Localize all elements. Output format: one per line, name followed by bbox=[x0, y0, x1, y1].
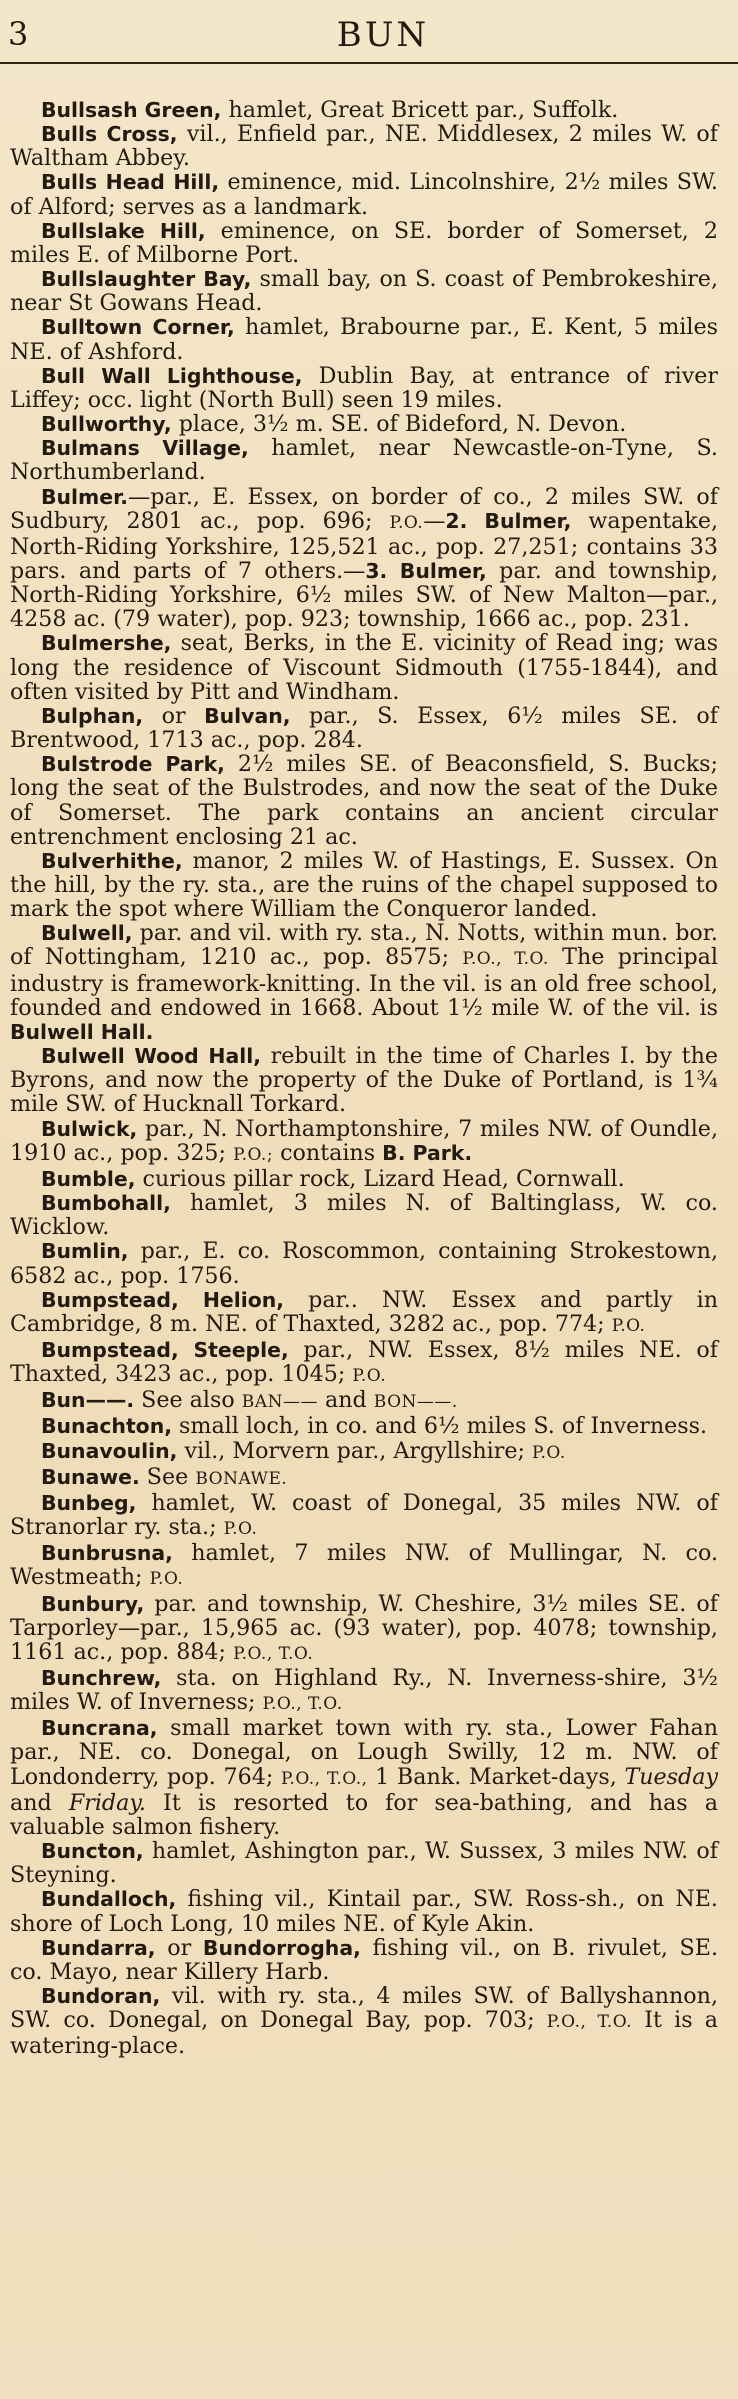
entry-abbreviation: P.O., T.O. bbox=[233, 1643, 314, 1664]
entry-text: fishing vil., on B. rivulet, SE. co. Mayo, near Killery Harb. bbox=[10, 1934, 719, 1985]
entry-abbreviation: P.O. bbox=[352, 1366, 387, 1387]
gazetteer-entry bbox=[10, 1191, 718, 1239]
entry-text: hamlet, Ashington par., W. Sussex, 3 miles NW. of Steyning. bbox=[10, 1838, 718, 1889]
entry-abbreviation: P.O., T.O., bbox=[280, 1768, 368, 1789]
gazetteer-entry bbox=[10, 412, 718, 436]
gazetteer-entry bbox=[10, 436, 718, 484]
entry-headword: Bunawe. bbox=[41, 1464, 140, 1489]
entry-text: curious pillar rock, Lizard Head, Cornwall. bbox=[135, 1165, 625, 1192]
entry-abbreviation: BONAWE. bbox=[195, 1468, 288, 1489]
gazetteer-entry bbox=[10, 1491, 718, 1541]
gazetteer-entry bbox=[10, 170, 718, 218]
entry-headword: Bumbohall, bbox=[41, 1191, 171, 1216]
entry-abbreviation: BAN—— bbox=[241, 1392, 318, 1413]
entry-headword: Bullworthy, bbox=[41, 412, 172, 437]
entry-headword: Bullslake Hill, bbox=[41, 218, 206, 243]
entry-headword: Bunchrew, bbox=[41, 1666, 162, 1690]
entry-headword: Bun——. bbox=[41, 1388, 135, 1413]
entry-headword: Bulls Head Hill, bbox=[41, 170, 220, 195]
entry-text: small market town with ry. sta., Lower Fahan par., NE. co. Donegal, on Lough Swilly, 12 m. NW. of Londonderry, pop. 764; bbox=[10, 1715, 718, 1790]
gazetteer-entry bbox=[10, 1936, 718, 1984]
entry-text: eminence, on SE. border of Somerset, 2 miles E. of Milborne Port. bbox=[10, 217, 718, 268]
entry-headword: Bulltown Corner, bbox=[41, 315, 235, 340]
entry-abbreviation: P.O. bbox=[223, 1519, 258, 1540]
entry-headword: Bunachton, bbox=[41, 1414, 172, 1439]
gazetteer-entry bbox=[10, 1592, 718, 1666]
entry-abbreviation: P.O. bbox=[611, 1315, 646, 1336]
entry-text: — bbox=[423, 507, 446, 534]
gazetteer-entry bbox=[10, 1117, 718, 1167]
entry-text: or bbox=[143, 702, 205, 729]
entry-headword: Bulphan, bbox=[41, 703, 144, 728]
entry-abbreviation: P.O. bbox=[532, 1442, 566, 1463]
entry-italic-text: Tuesday bbox=[624, 1763, 719, 1790]
gazetteer-entry bbox=[10, 752, 718, 849]
entry-text: hamlet, near Newcastle-on-Tyne, S. Northumberland. bbox=[10, 435, 718, 486]
gazetteer-entry bbox=[10, 1239, 718, 1287]
entry-text: small loch, in co. and 6½ miles S. of Inverness. bbox=[171, 1413, 708, 1440]
entry-abbreviation: P.O. bbox=[149, 1569, 184, 1590]
entry-headword: Bundoran, bbox=[41, 1984, 161, 2009]
entry-text: vil., Morvern par., Argyllshire; bbox=[177, 1437, 532, 1464]
entry-abbreviation: P.O., T.O. bbox=[262, 1694, 343, 1715]
entry-text: It is a watering-place. bbox=[10, 2007, 718, 2060]
gazetteer-entry bbox=[10, 1666, 718, 1716]
entry-italic-text: Friday. bbox=[68, 1789, 146, 1816]
entry-headword: Bullsash Green, bbox=[41, 98, 222, 122]
entry-text: fishing vil., Kintail par., SW. Ross-sh., on NE. shore of Loch Long, 10 miles NE. of Kyle Akin. bbox=[10, 1886, 718, 1937]
entry-abbreviation: P.O. bbox=[389, 512, 424, 533]
page-header bbox=[8, 0, 718, 62]
entry-headword: Bulstrode Park, bbox=[41, 752, 225, 777]
entry-text: par., E. co. Roscommon, containing Strokestown, 6582 ac., pop. 1756. bbox=[10, 1238, 718, 1289]
entry-text: or bbox=[155, 1934, 203, 1961]
entry-text: vil. with ry. sta., 4 miles SW. of Ballyshannon, SW. co. Donegal, on Donegal Bay, pop. 703; bbox=[10, 1983, 718, 2034]
entry-text: rebuilt in the time of Charles I. by the Byrons, and now the property of the Duke of Portland, is 1¾ mile SW. of Hucknall Torkard. bbox=[10, 1043, 718, 1118]
entry-text: and bbox=[317, 1387, 374, 1414]
entry-headword: Bundarra, bbox=[41, 1935, 156, 1960]
gazetteer-entry bbox=[10, 1887, 718, 1935]
gazetteer-entry bbox=[10, 267, 718, 315]
gazetteer-entry bbox=[10, 1984, 718, 2058]
entry-text: seat, Berks, in the E. vicinity of Read ing; was long the residence of Viscount Sidmouth (1755-1844), and often visited by Pitt and Windham. bbox=[10, 630, 718, 705]
entry-text: par. and township, W. Cheshire, 3½ miles SE. of Tarporley—par., 15,965 ac. (93 water), pop. 4078; township, 1161 ac., pop. 884; bbox=[10, 1590, 718, 1665]
entry-text: par. and vil. with ry. sta., N. Notts, within mun. bor. of Nottingham, 1210 ac., pop. 8575; bbox=[10, 920, 718, 971]
entry-headword: Bunavoulin, bbox=[41, 1438, 178, 1463]
entry-text: See bbox=[139, 1463, 196, 1490]
entry-headword: Bunbury, bbox=[41, 1591, 145, 1616]
entry-headword: 3. Bulmer, bbox=[365, 558, 487, 583]
entry-headword: Bulwell, bbox=[41, 921, 133, 946]
entry-headword: Bulwell Hall. bbox=[10, 1019, 154, 1044]
gazetteer-entry bbox=[10, 1839, 718, 1887]
gazetteer-entry bbox=[10, 921, 718, 1044]
page-number: 3 bbox=[8, 15, 29, 53]
entry-text: Dublin Bay, at entrance of river Liffey; occ. light (North Bull) seen 19 miles. bbox=[10, 362, 718, 413]
gazetteer-entry bbox=[10, 1541, 718, 1591]
entry-text: —par., E. Essex, on border of co., 2 miles SW. of Sudbury, 2801 ac., pop. 696; bbox=[10, 483, 718, 534]
entry-text: place, 3½ m. SE. of Bideford, N. Devon. bbox=[171, 411, 627, 438]
entry-text: small bay, on S. coast of Pembrokeshire, near St Gowans Head. bbox=[10, 266, 718, 317]
gazetteer-entry bbox=[10, 122, 718, 170]
running-head: BUN bbox=[336, 15, 430, 55]
entry-headword: Bundalloch, bbox=[41, 1887, 177, 1912]
entry-text: par., N. Northamptonshire, 7 miles NW. of Oundle, 1910 ac., pop. 325; bbox=[10, 1115, 718, 1166]
entry-abbreviation: P.O., T.O. bbox=[462, 949, 549, 970]
entry-headword: Bulls Cross, bbox=[41, 122, 178, 147]
gazetteer-entry bbox=[10, 1044, 718, 1116]
gazetteer-entry bbox=[10, 1388, 718, 1414]
gazetteer-entry bbox=[10, 1338, 718, 1388]
gazetteer-entry bbox=[10, 485, 718, 632]
entry-abbreviation: P.O., T.O. bbox=[546, 2012, 633, 2033]
gazetteer-entry bbox=[10, 315, 718, 363]
entry-text: vil., Enfield par., NE. Middlesex, 2 miles W. of Waltham Abbey. bbox=[10, 121, 718, 172]
gazetteer-entry bbox=[10, 364, 718, 412]
entry-headword: Bumpstead, Steeple, bbox=[41, 1337, 289, 1362]
entry-text: hamlet, Brabourne par., E. Kent, 5 miles NE. of Ashford. bbox=[10, 314, 718, 365]
entry-text: 1 Bank. Market-days, bbox=[367, 1763, 625, 1790]
gazetteer-entry bbox=[10, 1465, 718, 1491]
entry-headword: B. Park. bbox=[382, 1140, 473, 1165]
entry-text: par.. NW. Essex and partly in Cambridge, 8 m. NE. of Thaxted, 3282 ac., pop. 774; bbox=[10, 1286, 718, 1337]
entry-text: It is resorted to for sea-bathing, and has a valuable salmon fishery. bbox=[10, 1789, 718, 1840]
gazetteer-entry bbox=[10, 1439, 718, 1465]
entry-text: The principal industry is framework-knitting. In the vil. is an old free school, founded and endowed in 1668. About 1½ mile W. of the vil. is bbox=[10, 944, 718, 1021]
entry-headword: Bulverhithe, bbox=[41, 848, 183, 873]
entry-headword: Bunbeg, bbox=[41, 1490, 137, 1515]
entry-text: hamlet, 7 miles NW. of Mullingar, N. co. Westmeath; bbox=[10, 1540, 718, 1591]
entry-text: par. and township, North-Riding Yorkshire, 6½ miles SW. of New Malton—par., 4258 ac. (79 water), pop. 923; township, 1666 ac., pop. 231. bbox=[10, 557, 718, 633]
entry-abbreviation: BON——. bbox=[373, 1392, 458, 1413]
entry-headword: Buncton, bbox=[41, 1839, 144, 1864]
gazetteer-entry bbox=[10, 1288, 718, 1338]
entry-text: manor, 2 miles W. of Hastings, E. Sussex. On the hill, by the ry. sta., are the ruins of the chapel supposed to mark the spot where William the Conqueror landed. bbox=[10, 847, 718, 923]
gazetteer-entry bbox=[10, 849, 718, 921]
gazetteer-entry bbox=[10, 704, 718, 752]
gazetteer-entry bbox=[10, 1716, 718, 1839]
gazetteer-entry bbox=[10, 1414, 718, 1438]
entry-text: hamlet, Great Bricett par., Suffolk. bbox=[221, 97, 619, 123]
entry-headword: Bulvan, bbox=[204, 703, 291, 728]
entry-text: wapentake, North-Riding Yorkshire, 125,521 ac., pop. 27,251; contains 33 pars. and parts of 7 others.— bbox=[10, 507, 719, 584]
entry-headword: 2. Bulmer, bbox=[445, 508, 572, 533]
entry-headword: Bulwick, bbox=[41, 1116, 138, 1141]
entry-headword: Bull Wall Lighthouse, bbox=[41, 363, 303, 388]
entry-text: and bbox=[10, 1789, 69, 1816]
entry-headword: Bumpstead, Helion, bbox=[41, 1287, 285, 1312]
header-rule bbox=[0, 62, 738, 64]
entry-list bbox=[8, 98, 718, 2059]
gazetteer-entry bbox=[10, 98, 718, 122]
entry-text: hamlet, 3 miles N. of Baltinglass, W. co. Wicklow. bbox=[10, 1190, 718, 1241]
entry-headword: Bulmans Village, bbox=[41, 436, 249, 461]
entry-text: 2½ miles SE. of Beaconsfield, S. Bucks; long the seat of the Bulstrodes, and now the seat of the Duke of Somerset. The park contains an ancient circular entrenchment enclosing 21 ac. bbox=[10, 751, 718, 850]
entry-abbreviation: P.O.; bbox=[233, 1144, 274, 1165]
entry-headword: Bundorrogha, bbox=[202, 1935, 361, 1960]
entry-headword: Bulmer. bbox=[41, 484, 129, 509]
gazetteer-entry bbox=[10, 1167, 718, 1191]
entry-text: par., S. Essex, 6½ miles SE. of Brentwood, 1713 ac., pop. 284. bbox=[10, 702, 719, 754]
entry-text: sta. on Highland Ry., N. Inverness-shire, 3½ miles W. of Inverness; bbox=[10, 1665, 718, 1716]
entry-headword: Bumble, bbox=[41, 1166, 136, 1191]
entry-headword: Buncrana, bbox=[41, 1716, 158, 1741]
entry-text: hamlet, W. coast of Donegal, 35 miles NW. of Stranorlar ry. sta.; bbox=[10, 1489, 718, 1541]
entry-headword: Bulwell Wood Hall, bbox=[41, 1044, 261, 1069]
entry-headword: Bullslaughter Bay, bbox=[41, 267, 252, 292]
entry-text: par., NW. Essex, 8½ miles NE. of Thaxted, 3423 ac., pop. 1045; bbox=[10, 1336, 718, 1388]
entry-headword: Bumlin, bbox=[41, 1239, 129, 1264]
entry-text: contains bbox=[273, 1139, 383, 1166]
gazetteer-entry bbox=[10, 631, 718, 703]
entry-text: See also bbox=[134, 1387, 242, 1414]
entry-headword: Bunbrusna, bbox=[41, 1541, 173, 1566]
entry-headword: Bulmershe, bbox=[41, 631, 172, 656]
gazetteer-entry bbox=[10, 219, 718, 267]
entry-text: eminence, mid. Lincolnshire, 2½ miles SW. of Alford; serves as a landmark. bbox=[10, 169, 718, 220]
